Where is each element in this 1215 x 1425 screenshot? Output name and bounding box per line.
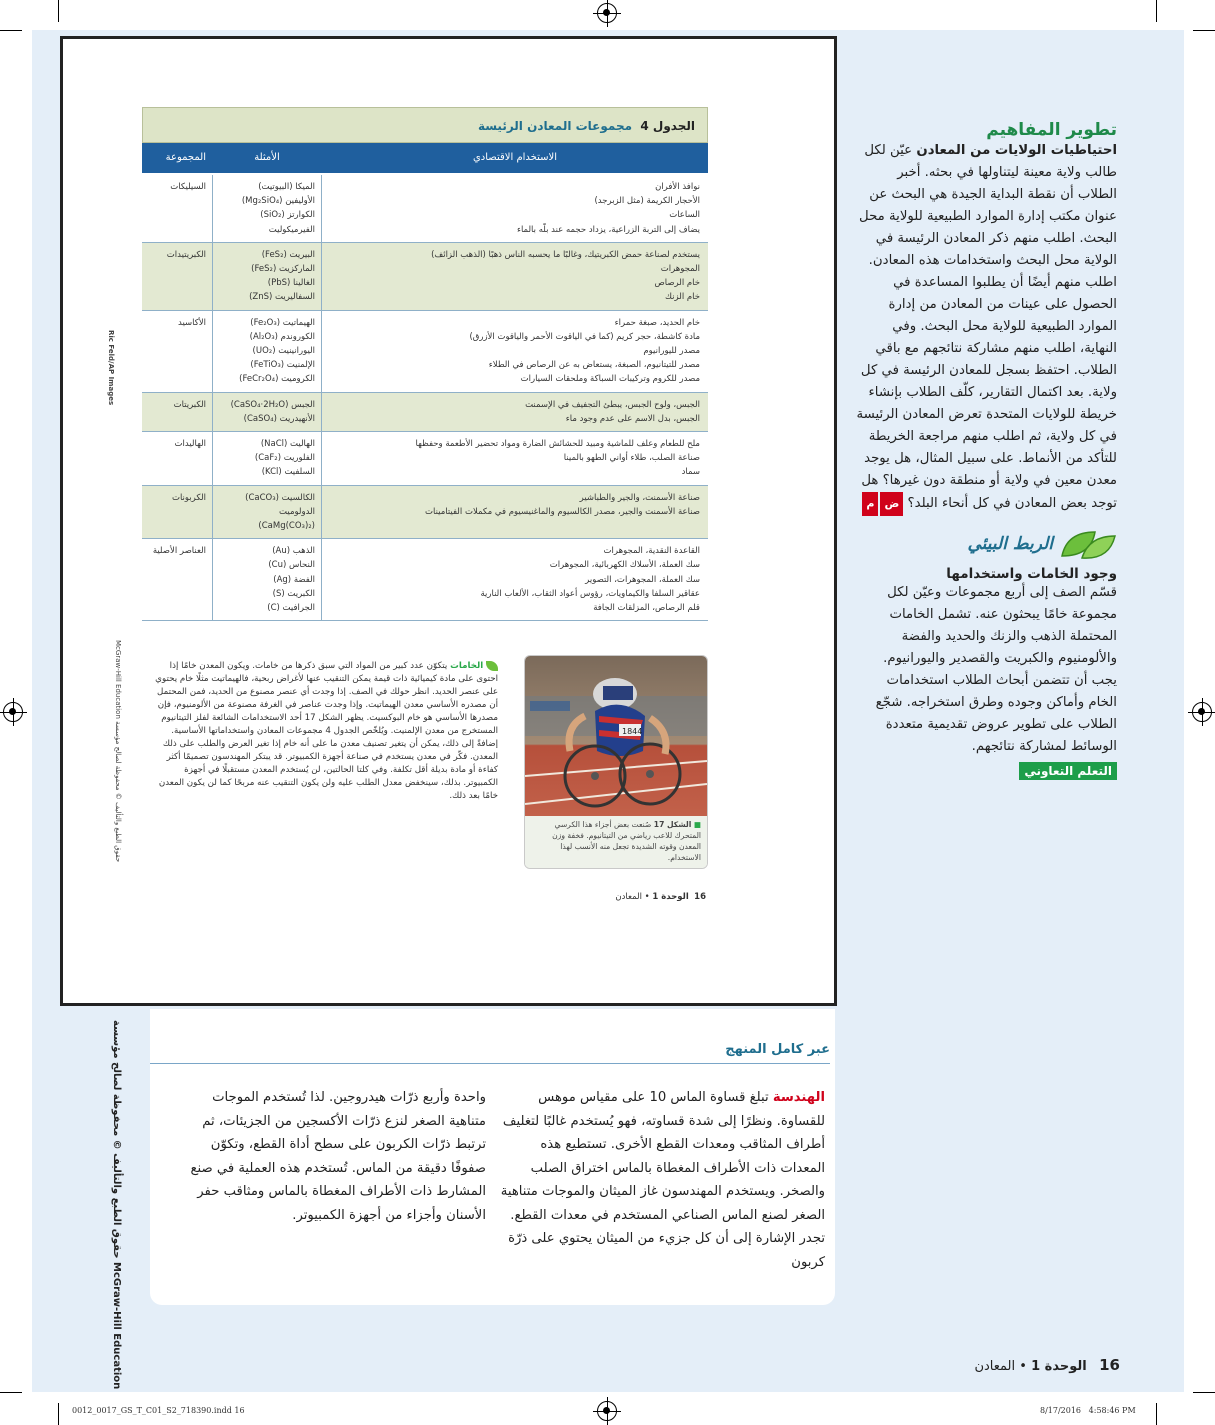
use-item: مصدر للكروم وتركيبات السباكة وملحقات السيارات bbox=[520, 374, 700, 385]
figure-label: الشكل 17 bbox=[653, 820, 692, 829]
use-item: سك العملة، المجوهرات، التصوير bbox=[585, 574, 700, 585]
example-item: البيريت (FeS₂) bbox=[261, 249, 315, 260]
text-line: ذات الأطراف المغطاة بالماس ومثاقب حفر bbox=[197, 1184, 433, 1199]
use-cell bbox=[322, 175, 708, 242]
use-cell bbox=[322, 539, 708, 620]
use-item: سك العملة، الأسلاك الكهربائية، المجوهرات bbox=[549, 560, 700, 571]
concepts-lead: احتياطيات الولايات من المعادن bbox=[916, 143, 1117, 158]
group-cell: الأكاسيد bbox=[178, 317, 206, 328]
use-item: الجبس، بدل الاسم على عدم وجود ماء bbox=[565, 413, 700, 424]
inner-copyright: McGraw-Hill Education حقوق الطبع والتأليف © محفوظة لصالح مؤسسة bbox=[114, 640, 122, 863]
text-line: وأماكن وجوده وطرق استخراجه. شجّع bbox=[875, 695, 1085, 710]
crop-mark bbox=[1193, 30, 1215, 31]
text-line: الأسنان وأجزاء من أجهزة الكمبيوتر. bbox=[292, 1207, 486, 1223]
figure-17 bbox=[524, 655, 708, 869]
bib-number: 1844 bbox=[622, 727, 643, 736]
text-line: الطلب عليه ولن يكون التنقيب عنه مربحًا كما لن يكون المعدن خامًا بعد ذلك. bbox=[158, 778, 498, 801]
slug-file: 0012_0017_GS_T_C01_S2_718390.indd 16 bbox=[72, 1406, 245, 1415]
table-row bbox=[142, 393, 708, 432]
text-line: من الألومنيوم، فإن مصدرها الأساسي هو خام البوكسيت. يظهر الشكل 17 bbox=[157, 700, 498, 723]
table-row bbox=[142, 243, 708, 311]
use-item: الساعات bbox=[669, 210, 700, 221]
text-line: والموجات متناهية الصغر لصنع الماس الصناعي bbox=[500, 1184, 825, 1223]
env-subtitle: وجود الخامات واستخدامها bbox=[946, 566, 1117, 582]
table-title-text: مجموعات المعادن الرئيسة bbox=[477, 119, 633, 133]
text-line: الجدول 4 مجموعات المعادن واستخداماتها الأساسية. bbox=[171, 726, 360, 736]
use-item: الجبس، ولوح الجبس، يبطئ التجفيف في الإسمنت bbox=[525, 399, 700, 410]
inner-unit: الوحدة 1 bbox=[652, 892, 689, 902]
text-line: ويكون المعدن خامًا إذا احتوى على مادة كيميائية ذات قيمة يمكن التنقيب bbox=[169, 661, 498, 684]
inner-page-number: 16 bbox=[694, 892, 706, 902]
badge-dad: ض bbox=[880, 492, 903, 516]
registration-mark-icon bbox=[3, 702, 23, 722]
text-line: مشاركة نتائجهم مع باقي الطلاب. bbox=[875, 341, 1117, 378]
env-title: الربط البيئي bbox=[967, 534, 1053, 554]
text-line: عيّن bbox=[890, 143, 913, 158]
text-line: احتفظ بسجل للمعادن الرئيسة في كل bbox=[860, 363, 1070, 378]
leaf-icon bbox=[486, 661, 498, 671]
text-line: والحديد والفضة والألومنيوم والكبريت bbox=[901, 629, 1117, 666]
text-line: من الجزيئات، ثم ترتبط ذرّات الكربون على bbox=[202, 1113, 486, 1152]
footer-sep: • bbox=[1019, 1359, 1027, 1374]
footer-topic: المعادن bbox=[974, 1359, 1016, 1374]
crop-mark bbox=[1193, 1392, 1215, 1393]
table-row bbox=[142, 539, 708, 621]
slug-datetime bbox=[1040, 1406, 1136, 1415]
text-line: عنها لأغراض ربحية، فالهيماتيت مثلًا خام يحتوي على عنصر الحديد. انظر bbox=[155, 674, 498, 697]
photo-credit: Ric Feld/AP Images bbox=[107, 330, 115, 406]
examples-cell bbox=[212, 432, 322, 485]
leaves-icon bbox=[1057, 528, 1117, 562]
use-item: يستخدم لصناعة حمض الكبريتيك، وغالبًا ما يحسبه الناس ذهبًا (الذهب الزائف) bbox=[431, 249, 700, 260]
group-cell: الكبريتات bbox=[173, 399, 206, 410]
text-line: الأنماط. على سبيل المثال، هل يوجد bbox=[864, 451, 1062, 466]
text-line: واستخدامات هذه المعادن. اطلب bbox=[868, 253, 1117, 290]
footer-unit: الوحدة 1 bbox=[1031, 1359, 1087, 1374]
text-line: أنحاء البلد؟ bbox=[907, 496, 969, 511]
table-row bbox=[142, 175, 708, 243]
text-line: ومعدات القطع الأخرى. تستطيع هذه المعدات bbox=[540, 1137, 825, 1176]
examples-cell bbox=[212, 175, 322, 242]
examples-cell bbox=[212, 393, 322, 431]
curriculum-left-column bbox=[178, 1086, 486, 1227]
table-row bbox=[142, 432, 708, 486]
text-line: ذات الأطراف المغطاة بالماس اختراق الصلب bbox=[530, 1160, 777, 1176]
example-item: (CaMg(CO₃)₂) bbox=[258, 521, 315, 532]
example-item: الكوروندم (Al₂O₃) bbox=[249, 331, 315, 342]
minerals-table bbox=[142, 107, 708, 621]
use-item: خام الزنك bbox=[665, 292, 700, 303]
use-item: الأحجار الكريمة (مثل الزبرجد) bbox=[594, 196, 700, 207]
text-line: أبحاث الطلاب استخدامات الخام bbox=[886, 673, 1117, 710]
use-item: نوافذ الأفران bbox=[655, 182, 700, 192]
use-item: يضاف إلى التربة الزراعية، يزداد حجمه عند بلّه بالماء bbox=[516, 224, 700, 235]
text-line: بحثه. أخبر الطلاب أن نقطة البداية bbox=[897, 165, 1117, 202]
group-cell: الكربونات bbox=[171, 492, 206, 503]
text-line: منهم مراجعة الخريطة للتأكد من bbox=[868, 429, 1117, 466]
text-line: الحالتين، لن يُستخدم المعدن مستقبلًا في أجهزة الكمبيوتر. بذلك، سينخفض معدل bbox=[184, 765, 498, 788]
examples-cell bbox=[212, 486, 322, 539]
example-item: السلفيت (KCl) bbox=[261, 467, 315, 478]
crop-mark bbox=[1156, 1403, 1157, 1425]
registration-mark-icon bbox=[1192, 702, 1212, 722]
example-item: اليورانينيت (UO₂) bbox=[252, 346, 315, 357]
env-header bbox=[855, 528, 1117, 562]
inner-topic: المعادن bbox=[615, 892, 642, 902]
text-line: معدن معين في ولاية أو منطقة دون bbox=[923, 473, 1117, 488]
examples-cell bbox=[212, 243, 322, 310]
badge-mim: م bbox=[862, 492, 878, 516]
use-item: ملح للطعام وعلف للماشية ومبيد للحشائش الضارة ومواد تحضير الأطعمة وحفظها bbox=[415, 439, 700, 450]
outer-copyright: حقوق الطبع والتأليف © محفوظة لصالح مؤسسة McGraw-Hill Education bbox=[111, 1020, 122, 1390]
env-text bbox=[855, 582, 1117, 758]
text-line: إدارة الموارد الطبيعية للولاية محل bbox=[888, 297, 1117, 334]
example-item: الكروميت (FeCr₂O₄) bbox=[239, 374, 315, 385]
example-item: الماركزيت (FeS₂) bbox=[251, 264, 315, 275]
text-line: والصخر. ويستخدم المهندسون غاز الميثان bbox=[599, 1184, 825, 1199]
use-item: صناعة الأسمنت، والجير والطباشير bbox=[579, 492, 700, 503]
table-row bbox=[142, 486, 708, 540]
figure-caption: ■ الشكل 17 صُنعت بعض أجزاء هذا الكرسي المتحرك للاعب رياضي من التيتانيوم. فخفة وزن المعدن وقوته الشديدة تجعل منه الأنسب لهذا الاستخدام. bbox=[525, 816, 707, 869]
text-line: لكل مجموعة خامًا يبحثون عنه. تشمل bbox=[887, 585, 1117, 622]
use-item: سماد bbox=[681, 467, 700, 478]
text-line: والقصدير واليورانيوم. يجب أن تتضمن bbox=[883, 651, 1117, 688]
example-item: الجبس (CaSO₄·2H₂O) bbox=[230, 399, 315, 410]
table-body bbox=[142, 175, 708, 621]
example-item: الأنهيدريت (CaSO₄) bbox=[243, 413, 315, 424]
group-cell: السيليكات bbox=[170, 182, 206, 192]
use-cell bbox=[322, 243, 708, 310]
text-line: مصدره الأساسي معدن الهيماتيت. وإذا وجدت عناصر في الغرفة مصنوعة bbox=[227, 700, 487, 710]
ores-text bbox=[155, 661, 498, 801]
example-item: الغالينا (PbS) bbox=[267, 278, 315, 289]
page-footer bbox=[900, 1356, 1120, 1374]
crop-mark bbox=[1156, 0, 1157, 22]
concepts-text bbox=[855, 140, 1117, 516]
text-line: الطلاب على تطوير عروض تقديمية bbox=[927, 717, 1117, 732]
example-item: الأوليفين (Mg₂SiO₄) bbox=[241, 196, 315, 207]
text-line: إضافةً إلى ذلك، يمكن أن يتغير تصنيف معدن ما على أنه خام إذا تغير العرض bbox=[228, 739, 498, 749]
example-item: الهيماتيت (Fe₂O₃) bbox=[250, 317, 315, 328]
text-line: فهو يُستخدم غالبًا لتغليف أطراف المثاقب bbox=[502, 1113, 825, 1152]
text-line: يتكوّن عدد كبير من المواد التي سبق ذكرها من خامات. bbox=[252, 661, 448, 671]
text-line: المعادن الرئيسة في كل ولاية، ثم اطلب bbox=[856, 407, 1117, 444]
coop-learning-badge: التعلم التعاوني bbox=[1019, 762, 1117, 780]
example-item: الفيرميكوليت bbox=[268, 224, 315, 235]
text-line: الحصول على عينات من المعادن من bbox=[919, 297, 1117, 312]
header-use: الاستخدام الاقتصادي bbox=[472, 152, 557, 163]
example-item: الذهب (Au) bbox=[272, 546, 315, 557]
use-item: خام الرصاص bbox=[654, 278, 700, 289]
text-line: سطح أداة القطع، وتكوّن صفوفًا دقيقة من bbox=[210, 1137, 486, 1176]
text-line: لكل طالب ولاية معينة ليتناولها في bbox=[864, 143, 1117, 180]
slug-date: 8/17/2016 bbox=[1040, 1406, 1082, 1415]
curriculum-right-text bbox=[501, 1090, 825, 1270]
text-line: صُنعت بعض أجزاء هذا الكرسي bbox=[554, 820, 652, 829]
use-cell bbox=[322, 393, 708, 431]
text-line: منهم أيضًا أن يطلبوا المساعدة في bbox=[893, 275, 1082, 290]
registration-mark-icon bbox=[597, 3, 617, 23]
text-line: الجيدة هي البحث عن عنوان مكتب bbox=[869, 187, 1117, 224]
page-number: 16 bbox=[1099, 1356, 1120, 1374]
example-item: الفلوريت (CaF₂) bbox=[254, 453, 315, 464]
text-line: حولك في الصف. إذا وجدت أي عنصر مصنوع من الحديد، فمن المحتمل أن bbox=[157, 687, 498, 710]
example-item: الهاليت (NaCl) bbox=[260, 439, 315, 450]
text-line: الخامات المحتملة الذهب والزنك bbox=[889, 607, 1117, 644]
crop-mark bbox=[0, 1392, 22, 1393]
examples-cell bbox=[212, 311, 322, 392]
group-cell: العناصر الأصلية bbox=[152, 546, 206, 557]
text-line: أن كل جزيء من الميثان يحتوي على ذرّة كربون bbox=[508, 1231, 825, 1270]
crop-mark bbox=[58, 1403, 59, 1425]
inner-sep: • bbox=[644, 892, 650, 902]
example-item: الفضة (Ag) bbox=[273, 574, 315, 585]
ores-heading: الخامات bbox=[450, 661, 484, 671]
slug-time: 4:58:46 PM bbox=[1088, 1406, 1136, 1415]
registration-mark-icon bbox=[597, 1401, 617, 1421]
use-item: صناعة الصلب، طلاء أواني الطهو بالمينا bbox=[563, 453, 700, 464]
example-item: الميكا (البيوتيت) bbox=[258, 182, 315, 192]
text-line: قسّم الصف إلى أربع مجموعات وعيّن bbox=[912, 585, 1117, 600]
group-cell: الكبريتيدات bbox=[166, 249, 206, 260]
text-line: تبلغ قساوة الماس 10 على مقياس bbox=[580, 1090, 769, 1105]
curriculum-header bbox=[150, 1042, 830, 1064]
group-cell: الهاليدات bbox=[174, 439, 206, 450]
use-item: المجوهرات bbox=[660, 264, 700, 275]
examples-cell bbox=[212, 539, 322, 620]
concepts-lines bbox=[857, 143, 1118, 511]
text-line: لهذا الاستخدام. bbox=[560, 842, 701, 862]
use-item: مصدر لليورانيوم bbox=[643, 346, 700, 357]
teacher-sidebar bbox=[855, 120, 1117, 780]
text-line: المتحرك للاعب رياضي من التيتانيوم. فخفة bbox=[567, 831, 701, 840]
example-item: السفاليريت (ZnS) bbox=[249, 292, 315, 303]
text-line: والطلب على ذلك المعدن. فكّر في معدن يستخدم في صناعة أجهزة الكمبيوتر. bbox=[162, 739, 498, 762]
use-item: خام الحديد، صبغة حمراء bbox=[614, 317, 700, 328]
use-item: مادة كاشطة، حجر كريم (كما في الياقوت الأحمر والياقوت الأزرق) bbox=[469, 331, 700, 342]
text-line: أحد الاستخدامات الشائعة لفلز التيتانيوم المستخرج من معدن الإلمنيت. ويُلخّص bbox=[161, 713, 498, 736]
example-item: الكالسيت (CaCO₃) bbox=[245, 492, 315, 503]
use-item: القاعدة النقدية، المجوهرات bbox=[603, 546, 700, 557]
crop-mark bbox=[0, 30, 22, 31]
example-item: النحاس (Cu) bbox=[268, 560, 315, 571]
text-line: وزن المعدن وقوته الشديدة تجعل منه الأنسب bbox=[552, 831, 701, 851]
text-line: الماس. تُستخدم هذه العملية في صنع المشارط bbox=[190, 1160, 486, 1199]
text-line: الموجات متناهية الصغر لنزع ذرّات الأكسجين bbox=[212, 1090, 486, 1129]
example-item: الدولوميت bbox=[279, 506, 315, 517]
use-item: قلم الرصاص، المزلقات الجافة bbox=[593, 603, 700, 614]
example-item: الجرافيت (C) bbox=[267, 603, 315, 614]
text-line: البحث. وفي النهاية، اطلب منهم bbox=[892, 319, 1117, 356]
text-line: بإنشاء خريطة للولايات المتحدة تعرض bbox=[868, 385, 1117, 422]
use-item: مصدر للتيتانيوم، الصبغة، يستعاض به عن الرصاص في الطلاء bbox=[488, 360, 700, 371]
example-item: الكوارتز (SiO₂) bbox=[260, 210, 315, 221]
table-row bbox=[142, 311, 708, 393]
curriculum-right-column bbox=[495, 1086, 825, 1274]
example-item: الكبريت (S) bbox=[272, 588, 315, 599]
table-header bbox=[142, 143, 708, 175]
header-examples: الأمثلة bbox=[254, 152, 280, 163]
curriculum-lead: الهندسة bbox=[772, 1090, 825, 1105]
use-cell bbox=[322, 311, 708, 392]
table-label: الجدول 4 bbox=[640, 119, 695, 133]
wheelchair-athlete-photo bbox=[525, 656, 707, 816]
text-line: قد يبتكر المهندسون تصميمًا أكثر كفاءة أو مادة بديلة أقل تكلفة. وفي كلتا bbox=[166, 752, 498, 775]
header-group: المجموعة bbox=[165, 152, 206, 163]
text-line: غيرها؟ هل توجد بعض المعادن في كل bbox=[861, 473, 1117, 511]
text-line: الرئيسة في الولاية محل البحث bbox=[875, 231, 1117, 268]
text-line: واحدة وأربع ذرّات هيدروجين. لذا تُستخدم bbox=[263, 1090, 486, 1105]
crop-mark bbox=[58, 0, 59, 22]
text-line: ولاية. بعد اكتمال التقارير، كلّف الطلاب bbox=[906, 385, 1117, 400]
ores-paragraph bbox=[148, 660, 498, 803]
use-item: صناعة الأسمنت والجير، مصدر الكالسيوم والماغنيسيوم في مكملات الفيتامينات bbox=[425, 506, 700, 517]
text-line: البحث. اطلب منهم ذكر المعادن bbox=[943, 231, 1117, 246]
text-line: المستخدم في معدات القطع. تجدر الإشارة إلى bbox=[510, 1207, 825, 1246]
use-item: عقاقير السلفا والكيماويات، رؤوس أعواد الثقاب، الألعاب النارية bbox=[480, 588, 700, 599]
concepts-title: تطوير المفاهيم bbox=[986, 120, 1117, 140]
table-title bbox=[142, 107, 708, 143]
use-cell bbox=[322, 486, 708, 539]
example-item: الإلمنيت (FeTiO₃) bbox=[250, 360, 315, 371]
text-line: إدارة الموارد الطبيعية للولاية محل bbox=[859, 209, 1045, 224]
use-cell bbox=[322, 432, 708, 485]
text-line: موهس للقساوة. ونظرًا إلى شدة قساوته، bbox=[538, 1090, 825, 1129]
inner-page-footer bbox=[560, 892, 706, 902]
curriculum-title: عبر كامل المنهج bbox=[150, 1042, 830, 1064]
text-line: متعددة الوسائط لمشاركة نتائجهم. bbox=[885, 717, 1117, 754]
